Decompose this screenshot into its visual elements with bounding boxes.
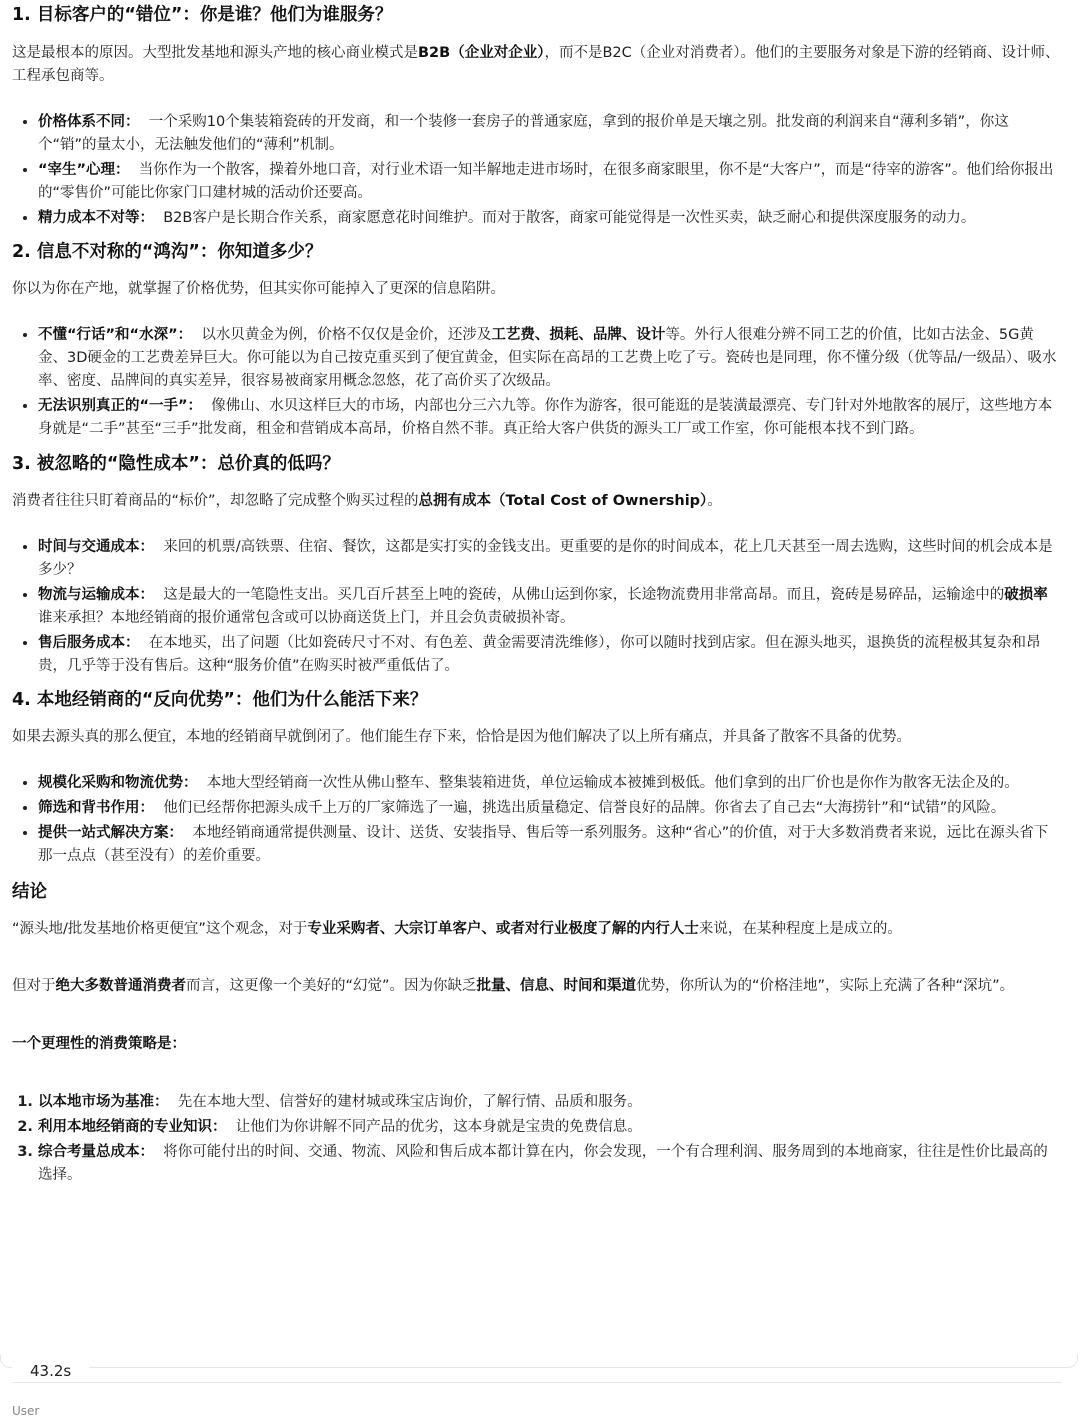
user-label: User: [12, 1404, 40, 1418]
section-4-heading: 4. 本地经销商的“反向优势”：他们为什么能活下来？: [12, 690, 428, 710]
list-item: • 精力成本不对等： B2B客户是长期合作关系，商家愿意花时间维护。而对于散客，商家可能觉得是一次性买卖，缺乏耐心和提供深度服务的动力。: [38, 207, 1060, 230]
section-3-paragraph: 消费者往往只盯着商品的“标价”，却忽略了完成整个购买过程的总拥有成本（Total Cost of Ownership）。: [12, 493, 722, 509]
section-2-list: [12, 324, 1060, 441]
list-item: • 规模化采购和物流优势： 本地大型经销商一次性从佛山整车、整集装箱进货，单位运输成本被摊到极低。他们拿到的出厂价也是你作为散客无法企及的。: [38, 772, 1060, 795]
list-item: • 筛选和背书作用： 他们已经帮你把源头成千上万的厂家筛选了一遍，挑选出质量稳定、信誉良好的品牌。你省去了自己去“大海捞针”和“试错”的风险。: [38, 797, 1060, 820]
list-item: • 价格体系不同： 一个采购10个集装箱瓷砖的开发商，和一个装修一套房子的普通家庭，拿到的报价单是天壤之别。批发商的利润来自“薄利多销”，你这个“销”的量太小，无法触发他们的“薄利”机制。: [38, 111, 1060, 157]
section-2-heading: 2. 信息不对称的“鸿沟”：你知道多少？: [12, 242, 323, 262]
list-item: • 时间与交通成本： 来回的机票/高铁票、住宿、餐饮，这都是实打实的金钱支出。更重要的是你的时间成本，花上几天甚至一周去选购，这些时间的机会成本是多少？: [38, 536, 1060, 582]
strategy-label: 一个更理性的消费策略是：: [12, 1036, 186, 1052]
section-2-paragraph: 你以为你在产地，就掌握了价格优势，但其实你可能掉入了更深的信息陷阱。: [12, 281, 505, 297]
list-item: 1. 以本地市场为基准： 先在本地大型、信誉好的建材城或珠宝店询价，了解行情、品质和服务。: [38, 1091, 1060, 1114]
strategy-list: [12, 1091, 1060, 1187]
section-1-paragraph: 这是最根本的原因。大型批发基地和源头产地的核心商业模式是B2B（企业对企业），而不是B2C（企业对消费者）。他们的主要服务对象是下游的经销商、设计师、工程承包商等。: [12, 45, 1060, 84]
response-card-border: [0, 1355, 1078, 1368]
list-item: 3. 综合考量总成本： 将你可能付出的时间、交通、物流、风险和售后成本都计算在内，你会发现，一个有合理利润、服务周到的本地商家，往往是性价比最高的选择。: [38, 1141, 1060, 1187]
list-item: • 售后服务成本： 在本地买，出了问题（比如瓷砖尺寸不对、有色差、黄金需要清洗维修），你可以随时找到店家。但在源头地买，退换货的流程极其复杂和昂贵，几乎等于没有售后。这种“服务价值”在购买时被严重低估了。: [38, 632, 1060, 678]
section-3-list: [12, 536, 1060, 678]
list-item: • “宰生”心理： 当你作为一个散客，操着外地口音，对行业术语一知半解地走进市场时，在很多商家眼里，你不是“大客户”，而是“待宰的游客”。他们给你报出的“零售价”可能比你家门口建材城的活动价还要高。: [38, 159, 1060, 205]
conclusion-heading: 结论: [12, 882, 47, 902]
section-4-paragraph: 如果去源头真的那么便宜，本地的经销商早就倒闭了。他们能生存下来，恰恰是因为他们解决了以上所有痛点，并具备了散客不具备的优势。: [12, 729, 911, 745]
section-3-heading: 3. 被忽略的“隐性成本”：总价真的低吗？: [12, 454, 340, 474]
elapsed-time-badge: 43.2s: [12, 1358, 89, 1384]
response-content: [12, 0, 1060, 1187]
list-item: • 无法识别真正的“一手”： 像佛山、水贝这样巨大的市场，内部也分三六九等。你作为游客，很可能逛的是装潢最漂亮、专门针对外地散客的展厅，这些地方本身就是“二手”甚至“三手”批发商，租金和营销成本高昂，价格自然不菲。真正给大客户供货的源头工厂或工作室，你可能根本找不到门路。: [38, 395, 1060, 441]
divider: [12, 1382, 1062, 1383]
section-1-heading: 1. 目标客户的“错位”：你是谁？他们为谁服务？: [12, 5, 393, 25]
list-item: • 不懂“行话”和“水深”： 以水贝黄金为例，价格不仅仅是金价，还涉及工艺费、损耗、品牌、设计等。外行人很难分辨不同工艺的价值，比如古法金、5G黄金、3D硬金的工艺费差异巨大。你可能以为自己按克重买到了便宜黄金，但实际在高昂的工艺费上吃了亏。瓷砖也是同理，你不懂分级（优等品/一级品）、吸水率、密度、品牌间的真实差异，很容易被商家用概念忽悠，花了高价买了次级品。: [38, 324, 1060, 393]
list-item: 2. 利用本地经销商的专业知识： 让他们为你讲解不同产品的优劣，这本身就是宝贵的免费信息。: [38, 1116, 1060, 1139]
section-4-list: [12, 772, 1060, 868]
section-1-list: [12, 111, 1060, 230]
list-item: • 物流与运输成本： 这是最大的一笔隐性支出。买几百斤甚至上吨的瓷砖，从佛山运到你家，长途物流费用非常高昂。而且，瓷砖是易碎品，运输途中的破损率谁来承担？本地经销商的报价通常包含或可以协商送货上门，并且会负责破损补寄。: [38, 584, 1060, 630]
list-item: • 提供一站式解决方案： 本地经销商通常提供测量、设计、送货、安装指导、售后等一系列服务。这种“省心”的价值，对于大多数消费者来说，远比在源头省下那一点点（甚至没有）的差价重要。: [38, 822, 1060, 868]
conclusion-paragraph-1: “源头地/批发基地价格更便宜”这个观念，对于专业采购者、大宗订单客户、或者对行业极度了解的内行人士来说，在某种程度上是成立的。: [12, 921, 902, 937]
conclusion-paragraph-2: 但对于绝大多数普通消费者而言，这更像一个美好的“幻觉”。因为你缺乏批量、信息、时间和渠道优势，你所认为的“价格洼地”，实际上充满了各种“深坑”。: [12, 978, 1015, 994]
